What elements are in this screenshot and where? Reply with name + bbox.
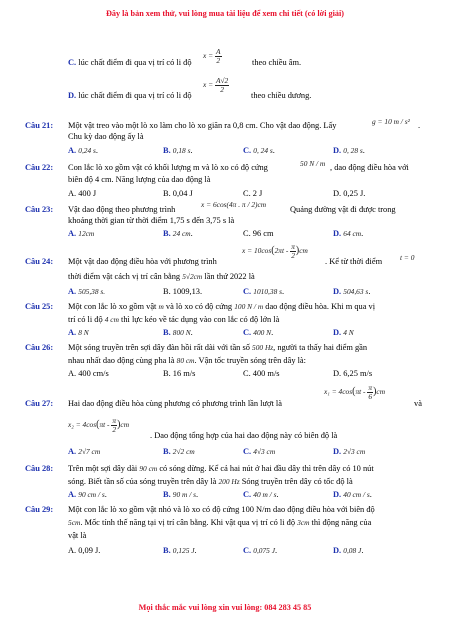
q28-option-b[interactable]: B. 90 m / s. bbox=[163, 490, 199, 499]
question-29-text-3: vật là bbox=[68, 531, 87, 540]
q21-option-a[interactable]: A. 0,24 s. bbox=[68, 146, 99, 155]
q27-x1-equation: x₁ = 4cos(πt - $\frac{\pi}{6}$ )cm bbox=[324, 383, 386, 401]
q28-option-a[interactable]: A. 90 cm / s. bbox=[68, 490, 107, 499]
question-22-number: Câu 22: bbox=[25, 163, 54, 172]
question-26-text-2: nhau nhất dao động cùng pha là 80 cm. Vận tốc truyền sóng trên dây là: bbox=[68, 356, 306, 365]
question-27-text-2: . Dao động tổng hợp của hai dao động này có biên độ là bbox=[150, 431, 338, 440]
prev-d-equation: x = $\frac{A√2}{2}$ bbox=[203, 76, 229, 94]
q28-option-d[interactable]: D. 40 cm / s. bbox=[333, 490, 372, 499]
q26-option-a[interactable]: A. 400 cm/s bbox=[68, 369, 109, 378]
q29-option-b[interactable]: B. 0,125 J. bbox=[163, 546, 197, 555]
q22-option-a[interactable]: A. 400 J bbox=[68, 189, 97, 198]
q27-option-d[interactable]: D. 2√3 cm bbox=[333, 447, 366, 456]
option-c-prev: C. lúc chất điểm đi qua vị trí có li độ bbox=[68, 58, 192, 67]
q23-option-b[interactable]: B. 24 cm. bbox=[163, 229, 193, 238]
q24-option-c[interactable]: C. 1010,38 s. bbox=[243, 287, 285, 296]
question-26-text: Một sóng truyền trên sợi dây đàn hồi rất dài với tần số 500 Hz, người ta thấy hai điểm gần bbox=[68, 343, 368, 352]
question-28-number: Câu 28: bbox=[25, 464, 54, 473]
q29-option-a[interactable]: A. 0,09 J. bbox=[68, 546, 101, 555]
question-23-text: Vật dao động theo phương trình bbox=[68, 205, 176, 214]
question-28-text: Trên một sợi dây dài 90 cm có sóng dừng. Kể cả hai nút ở hai đầu dây thì trên dây có 10 nút bbox=[68, 464, 374, 473]
question-29-text: Một con lắc lò xo gồm vật nhỏ và lò xo có độ cứng 100 N/m dao động điều hòa với biên độ bbox=[68, 505, 375, 514]
q25-option-d[interactable]: D. 4 N bbox=[333, 328, 354, 337]
q24-option-b[interactable]: B. 1009,13. bbox=[163, 287, 203, 296]
question-25-text-2: trí có li độ 4 cm thì lực kéo về tác dụng vào con lắc có độ lớn là bbox=[68, 315, 280, 324]
q25-option-a[interactable]: A. 8 N bbox=[68, 328, 89, 337]
question-22-text-2: biên độ 4 cm. Năng lượng của dao động là bbox=[68, 175, 211, 184]
q22-option-b[interactable]: B. 0,04 J bbox=[163, 189, 193, 198]
question-27-text: Hai dao động điều hòa cùng phương có phương trình lần lượt là bbox=[68, 399, 282, 408]
q26-option-c[interactable]: C. 400 m/s bbox=[243, 369, 280, 378]
question-25-number: Câu 25: bbox=[25, 302, 54, 311]
prev-d-tail: theo chiều dương. bbox=[251, 91, 312, 100]
question-24-text-2: thời điểm vật cách vị trí cân bằng 5√2cm lần thứ 2022 là bbox=[68, 272, 255, 281]
q27-option-c[interactable]: C. 4√3 cm bbox=[243, 447, 276, 456]
q23-equation: x = 6cos(4π . π / 2)cm bbox=[201, 200, 267, 209]
q21-g-value: g = 10 m / s² bbox=[372, 117, 410, 126]
question-27-number: Câu 27: bbox=[25, 399, 54, 408]
option-d-prev: D. lúc chất điểm đi qua vị trí có li độ bbox=[68, 91, 192, 100]
q26-option-d[interactable]: D. 6,25 m/s bbox=[333, 369, 373, 378]
question-26-number: Câu 26: bbox=[25, 343, 54, 352]
q21-option-d[interactable]: D. 0, 28 s. bbox=[333, 146, 365, 155]
q28-option-c[interactable]: C. 40 m / s. bbox=[243, 490, 279, 499]
q22-option-d[interactable]: D. 0,25 J. bbox=[333, 189, 366, 198]
question-29-text-2: 5cm. Mốc tính thế năng tại vị trí cân bằng. Khi vật qua vị trí có li độ 3cm thì động năng của bbox=[68, 518, 372, 527]
q24-equation: x = 10cos(2πt - $\frac{\pi}{2}$ )cm bbox=[242, 242, 308, 260]
question-21-text-2: Chu kỳ dao động ấy là bbox=[68, 132, 144, 141]
question-24-number: Câu 24: bbox=[25, 257, 54, 266]
q26-option-b[interactable]: B. 16 m/s bbox=[163, 369, 196, 378]
q24-t0: t = 0 bbox=[400, 253, 415, 262]
prev-c-equation: x = $\frac{A}{2}$ bbox=[203, 47, 221, 65]
q21-option-c[interactable]: C. 0, 24 s. bbox=[243, 146, 275, 155]
q23-option-d[interactable]: D. 64 cm. bbox=[333, 229, 364, 238]
q24-option-d[interactable]: D. 504,63 s. bbox=[333, 287, 371, 296]
question-21-text: Một vật treo vào một lò xo làm cho lò xo giãn ra 0,8 cm. Cho vật dao động. Lấy bbox=[68, 121, 337, 130]
q27-option-b[interactable]: B. 2√2 cm bbox=[163, 447, 195, 456]
q29-option-d[interactable]: D. 0,08 J. bbox=[333, 546, 364, 555]
question-25-text: Một con lắc lò xo gồm vật m và lò xo có độ cứng 100 N / m dao động điều hòa. Khi m qua vị bbox=[68, 302, 376, 311]
question-23-text-2: khoảng thời gian từ thời điểm 1,75 s đến 3,75 s là bbox=[68, 216, 235, 225]
contact-footer: Mọi thắc mắc vui lòng xin vui lòng: 084 283 45 85 bbox=[138, 603, 312, 612]
q22-k-value: 50 N / m bbox=[300, 159, 326, 168]
q23-option-a[interactable]: A. 12cm bbox=[68, 229, 95, 238]
q27-option-a[interactable]: A. 2√7 cm bbox=[68, 447, 101, 456]
question-24-text: Một vật dao động điều hòa với phương trình bbox=[68, 257, 217, 266]
q21-option-b[interactable]: B. 0,18 s. bbox=[163, 146, 193, 155]
q25-option-c[interactable]: C. 400 N. bbox=[243, 328, 274, 337]
q24-option-a[interactable]: A. 505,38 s. bbox=[68, 287, 106, 296]
q27-x2-equation: x₂ = 4cos(πt - $\frac{\pi}{2}$ )cm bbox=[68, 416, 130, 434]
preview-banner: Đây là bản xem thử, vui lòng mua tài liệu để xem chi tiết (có lời giải) bbox=[105, 9, 344, 18]
q25-option-b[interactable]: B. 800 N. bbox=[163, 328, 193, 337]
question-21-number: Câu 21: bbox=[25, 121, 54, 130]
question-29-number: Câu 29: bbox=[25, 505, 54, 514]
question-28-text-2: sóng. Biết tần số của sóng truyền trên dây là 200 Hz Sóng truyền trên dây có tốc độ là bbox=[68, 477, 353, 486]
q22-option-c[interactable]: C. 2 J bbox=[243, 189, 263, 198]
q29-option-c[interactable]: C. 0,075 J. bbox=[243, 546, 278, 555]
prev-c-tail: theo chiều âm. bbox=[252, 58, 302, 67]
question-22-text: Con lắc lò xo gồm vật có khối lượng m và lò xo có độ cứng bbox=[68, 163, 268, 172]
question-23-number: Câu 23: bbox=[25, 205, 54, 214]
q23-option-c[interactable]: C. 96 cm bbox=[243, 229, 274, 238]
